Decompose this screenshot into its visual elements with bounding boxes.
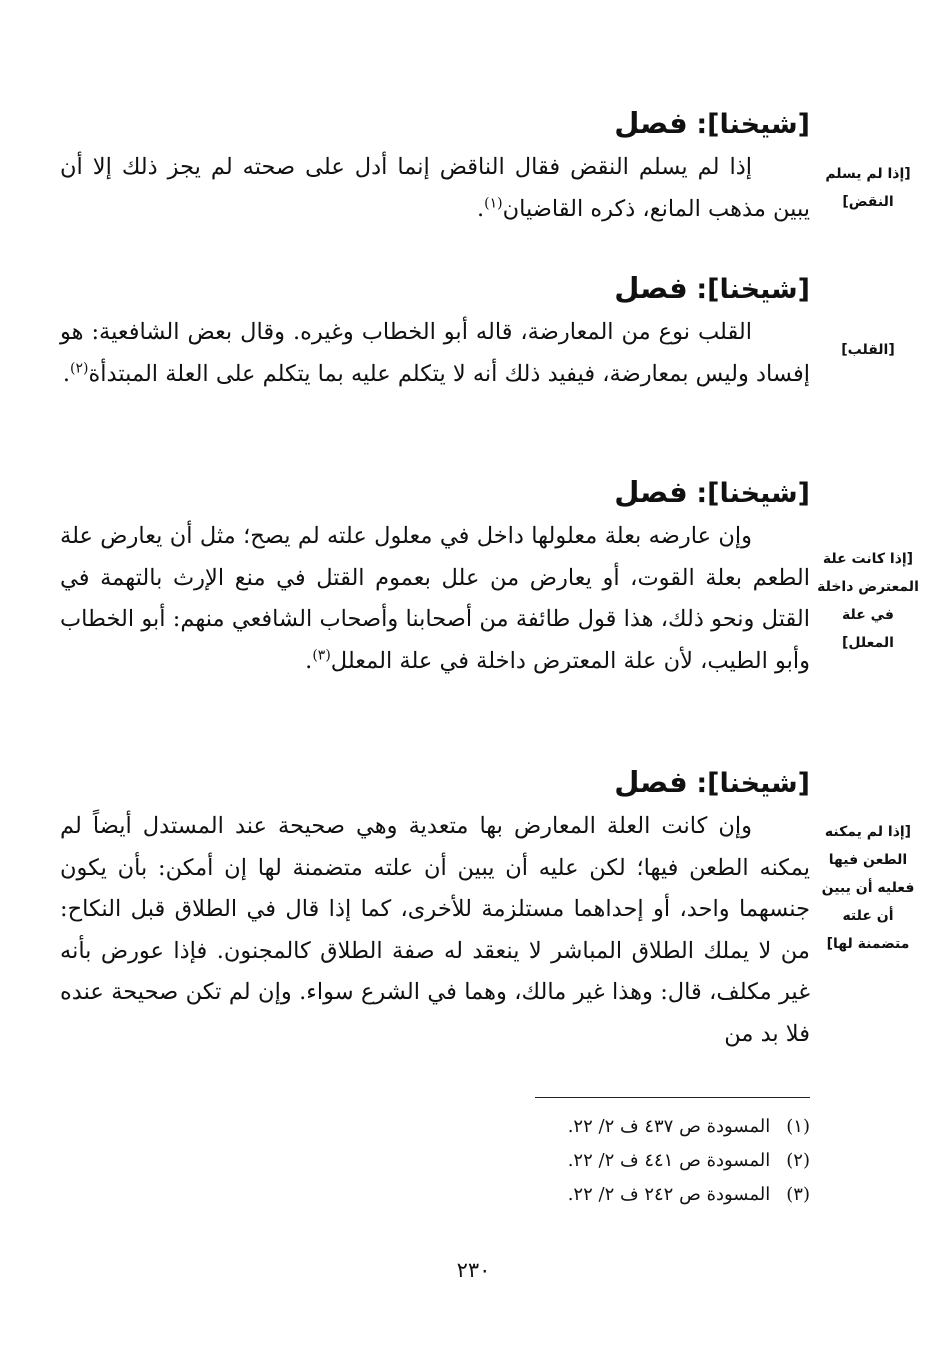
heading-title: فصل <box>614 106 688 140</box>
side-note-1: [إذا لم يسلم النقض] <box>825 166 911 210</box>
section-paragraph <box>60 312 810 395</box>
section-heading <box>60 762 810 804</box>
heading-title: فصل <box>614 271 688 305</box>
side-note-4: [إذا لم يمكنه الطعن فيها فعليه أن يبين أن علته متضمنة لها] <box>821 824 915 952</box>
paragraph-text: إذا لم يسلم النقض فقال الناقض إنما أدل على صحته لم يجز ذلك إلا أن يبين مذهب المانع، ذكره القاضيان <box>60 154 810 222</box>
paragraph-text: القلب نوع من المعارضة، قاله أبو الخطاب وغيره. وقال بعض الشافعية: هو إفساد وليس بمعارضة، فيفيد ذلك أنه لا يتكلم عليه بما يتكلم على العلة المبتدأة <box>60 319 810 387</box>
footnote-item <box>440 1178 810 1212</box>
footnote-item <box>440 1110 810 1144</box>
paragraph-end: . <box>62 360 71 387</box>
paragraph-end: . <box>476 195 485 222</box>
footnote-ref: (٣) <box>312 647 331 663</box>
paragraph-text: وإن عارضه بعلة معلولها داخل في معلول علته لم يصح؛ مثل أن يعارض علة الطعم بعلة القوت، أو يعارض من علل بعموم القتل في منع الإرث بالتهمة في القتل ونحو ذلك، هذا قول طائفة من أصحابنا وأصحاب الشافعي منهم: أبو الخطاب وأبو الطيب، لأن علة المعترض داخلة في علة المعلل <box>60 523 810 674</box>
section-2 <box>60 268 810 395</box>
page-number: ٢٣٠ <box>456 1258 491 1282</box>
footnote-ref: (٢) <box>70 360 89 376</box>
footnote-divider <box>535 1097 810 1098</box>
section-heading <box>60 268 810 310</box>
footnotes <box>440 1110 810 1212</box>
section-paragraph <box>60 806 810 1055</box>
paragraph-end: . <box>305 647 313 674</box>
section-1 <box>60 103 810 230</box>
footnote-number: (٣) <box>786 1184 810 1205</box>
section-heading <box>60 472 810 514</box>
footnote-number: (٢) <box>786 1150 810 1171</box>
footnote-number: (١) <box>786 1116 810 1137</box>
section-4 <box>60 762 810 1055</box>
section-paragraph <box>60 516 810 682</box>
heading-title: فصل <box>614 765 688 799</box>
paragraph-text: وإن كانت العلة المعارض بها متعدية وهي صحيحة عند المستدل أيضاً لم يمكنه الطعن فيها؛ لكن عليه أن يبين أن علته متضمنة لها إن أمكن: بأن يكون جنسهما واحد، أو إحداهما مستلزمة للأخرى، كما إذا قال في الطلاق قبل النكاح: من لا يملك الطلاق المباشر لا ينعقد له صفة الطلاق كالمجنون. فإذا عورض بأنه غير مكلف، قال: وهذا غير مالك، وهما في الشرع سواء. وإن لم تكن صحيحة عنده فلا بد من <box>60 813 810 1047</box>
heading-bracket: [شيخنا]: <box>696 274 810 305</box>
heading-bracket: [شيخنا]: <box>696 109 810 140</box>
footnote-text: المسودة ص ٤٤١ ف ٢/ ٢٢. <box>567 1150 771 1171</box>
heading-bracket: [شيخنا]: <box>696 768 810 799</box>
side-note-3: [إذا كانت علة المعترض داخلة في علة المعلل] <box>817 551 919 651</box>
heading-bracket: [شيخنا]: <box>696 478 810 509</box>
footnote-item <box>440 1144 810 1178</box>
footnote-ref: (١) <box>484 195 503 211</box>
section-3 <box>60 472 810 682</box>
footnote-text: المسودة ص ٤٣٧ ف ٢/ ٢٢. <box>567 1116 771 1137</box>
footnote-text: المسودة ص ٢٤٢ ف ٢/ ٢٢. <box>567 1184 771 1205</box>
section-paragraph <box>60 147 810 230</box>
heading-title: فصل <box>614 475 688 509</box>
section-heading <box>60 103 810 145</box>
side-note-2: [القلب] <box>841 342 895 358</box>
